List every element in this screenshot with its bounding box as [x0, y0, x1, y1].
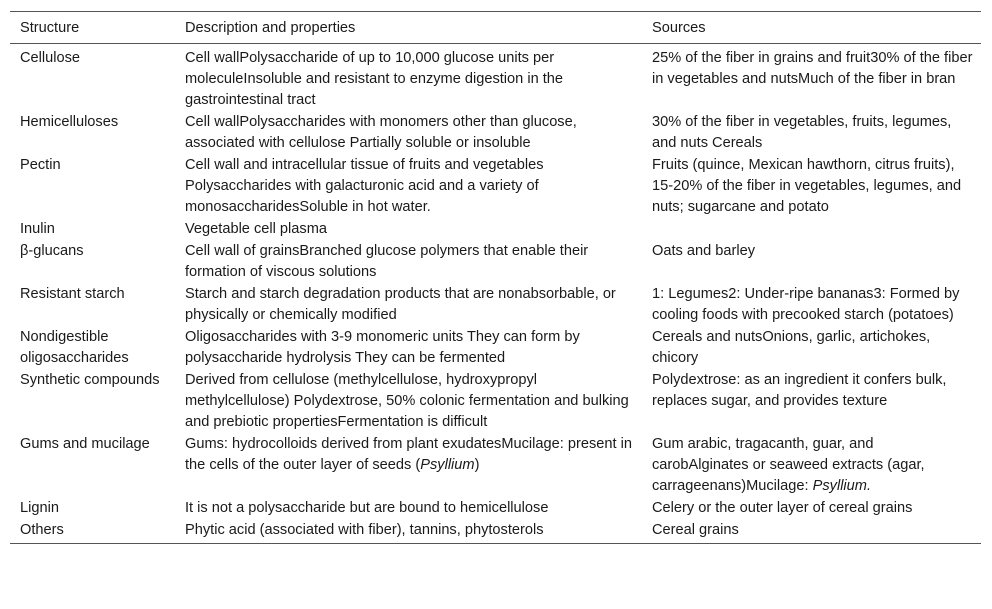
- description-text: ): [474, 457, 480, 473]
- column-header-description: Description and properties: [175, 12, 642, 44]
- table-row: [10, 433, 981, 497]
- sources-cell: [642, 218, 981, 240]
- sources-cell: 25% of the fiber in grains and fruit30% of the fiber in vegetables and nutsMuch of the fiber in bran: [652, 50, 973, 87]
- table-body: [10, 44, 981, 544]
- sources-cell: 1: Legumes2: Under-ripe bananas3: Formed by cooling foods with precooked starch (potatoes): [652, 286, 960, 323]
- description-cell: Oligosaccharides with 3-9 monomeric units They can form by polysaccharide hydrolysis They can be fermented: [185, 329, 580, 366]
- description-cell: Vegetable cell plasma: [185, 221, 327, 237]
- fiber-structures-table-container: [10, 11, 981, 544]
- description-cell: Cell wallPolysaccharides with monomers other than glucose, associated with cellulose Partially soluble or insoluble: [185, 114, 577, 151]
- description-cell: Starch and starch degradation products that are nonabsorbable, or physically or chemically modified: [185, 286, 616, 323]
- table-header: [10, 12, 981, 44]
- structure-cell: Cellulose: [20, 50, 81, 66]
- table-row: [10, 326, 981, 369]
- description-cell: Cell wall of grainsBranched glucose polymers that enable their formation of viscous solutions: [185, 243, 589, 280]
- structure-cell: Synthetic compounds: [20, 372, 160, 388]
- description-text: Gums: hydrocolloids derived from plant exudatesMucilage: present in the cells of the outer layer of seeds (: [185, 436, 632, 473]
- description-cell: Cell wallPolysaccharide of up to 10,000 glucose units per moleculeInsoluble and resistant to enzyme digestion in the gastrointestinal tract: [185, 50, 564, 108]
- table-row: [10, 497, 981, 519]
- sources-cell: [642, 433, 981, 497]
- sources-cell: Fruits (quince, Mexican hawthorn, citrus fruits), 15-20% of the fiber in vegetables, legumes, and nuts; sugarcane and potato: [652, 157, 962, 215]
- description-cell: Derived from cellulose (methylcellulose, hydroxypropyl methylcellulose) Polydextrose, 50% colonic fermentation and bulking and prebiotic propertiesFermentation is difficult: [185, 372, 629, 430]
- description-cell: Phytic acid (associated with fiber), tannins, phytosterols: [175, 519, 642, 544]
- table-row: [10, 44, 981, 112]
- structure-cell: Others: [10, 519, 175, 544]
- structure-cell: β-glucans: [20, 243, 84, 259]
- sources-cell: Polydextrose: as an ingredient it confers bulk, replaces sugar, and provides texture: [652, 372, 947, 409]
- table-row: [10, 111, 981, 154]
- structure-cell: Nondigestible oligosaccharides: [20, 329, 129, 366]
- sources-italic-text: Psyllium.: [812, 478, 872, 494]
- structure-cell: Hemicelluloses: [20, 114, 119, 130]
- table-row: [10, 240, 981, 283]
- table-row: [10, 283, 981, 326]
- description-cell: Cell wall and intracellular tissue of fruits and vegetables Polysaccharides with galacturonic acid and a variety of monosaccharidesSoluble in hot water.: [185, 157, 544, 215]
- column-header-structure: Structure: [10, 12, 175, 44]
- sources-cell: Cereals and nutsOnions, garlic, artichokes, chicory: [652, 329, 931, 366]
- fiber-structures-table: [10, 11, 981, 544]
- table-row: [10, 369, 981, 433]
- sources-cell: Cereal grains: [642, 519, 981, 544]
- header-row: [10, 12, 981, 44]
- description-cell: It is not a polysaccharide but are bound to hemicellulose: [185, 500, 549, 516]
- column-header-sources: Sources: [642, 12, 981, 44]
- table-row: [10, 218, 981, 240]
- structure-cell: Inulin: [20, 221, 55, 237]
- structure-cell: Lignin: [20, 500, 59, 516]
- description-cell: [175, 433, 642, 497]
- structure-cell: Resistant starch: [20, 286, 125, 302]
- description-italic-text: Psyllium: [420, 457, 475, 473]
- table-row: [10, 154, 981, 218]
- table-row: [10, 519, 981, 544]
- sources-cell: 30% of the fiber in vegetables, fruits, legumes, and nuts Cereals: [652, 114, 952, 151]
- sources-cell: Oats and barley: [652, 243, 756, 259]
- structure-cell: Gums and mucilage: [20, 436, 150, 452]
- sources-cell: Celery or the outer layer of cereal grains: [652, 500, 913, 516]
- sources-text: Gum arabic, tragacanth, guar, and carobAlginates or seaweed extracts (agar, carrageenans)Mucilage:: [652, 436, 925, 494]
- structure-cell: Pectin: [20, 157, 61, 173]
